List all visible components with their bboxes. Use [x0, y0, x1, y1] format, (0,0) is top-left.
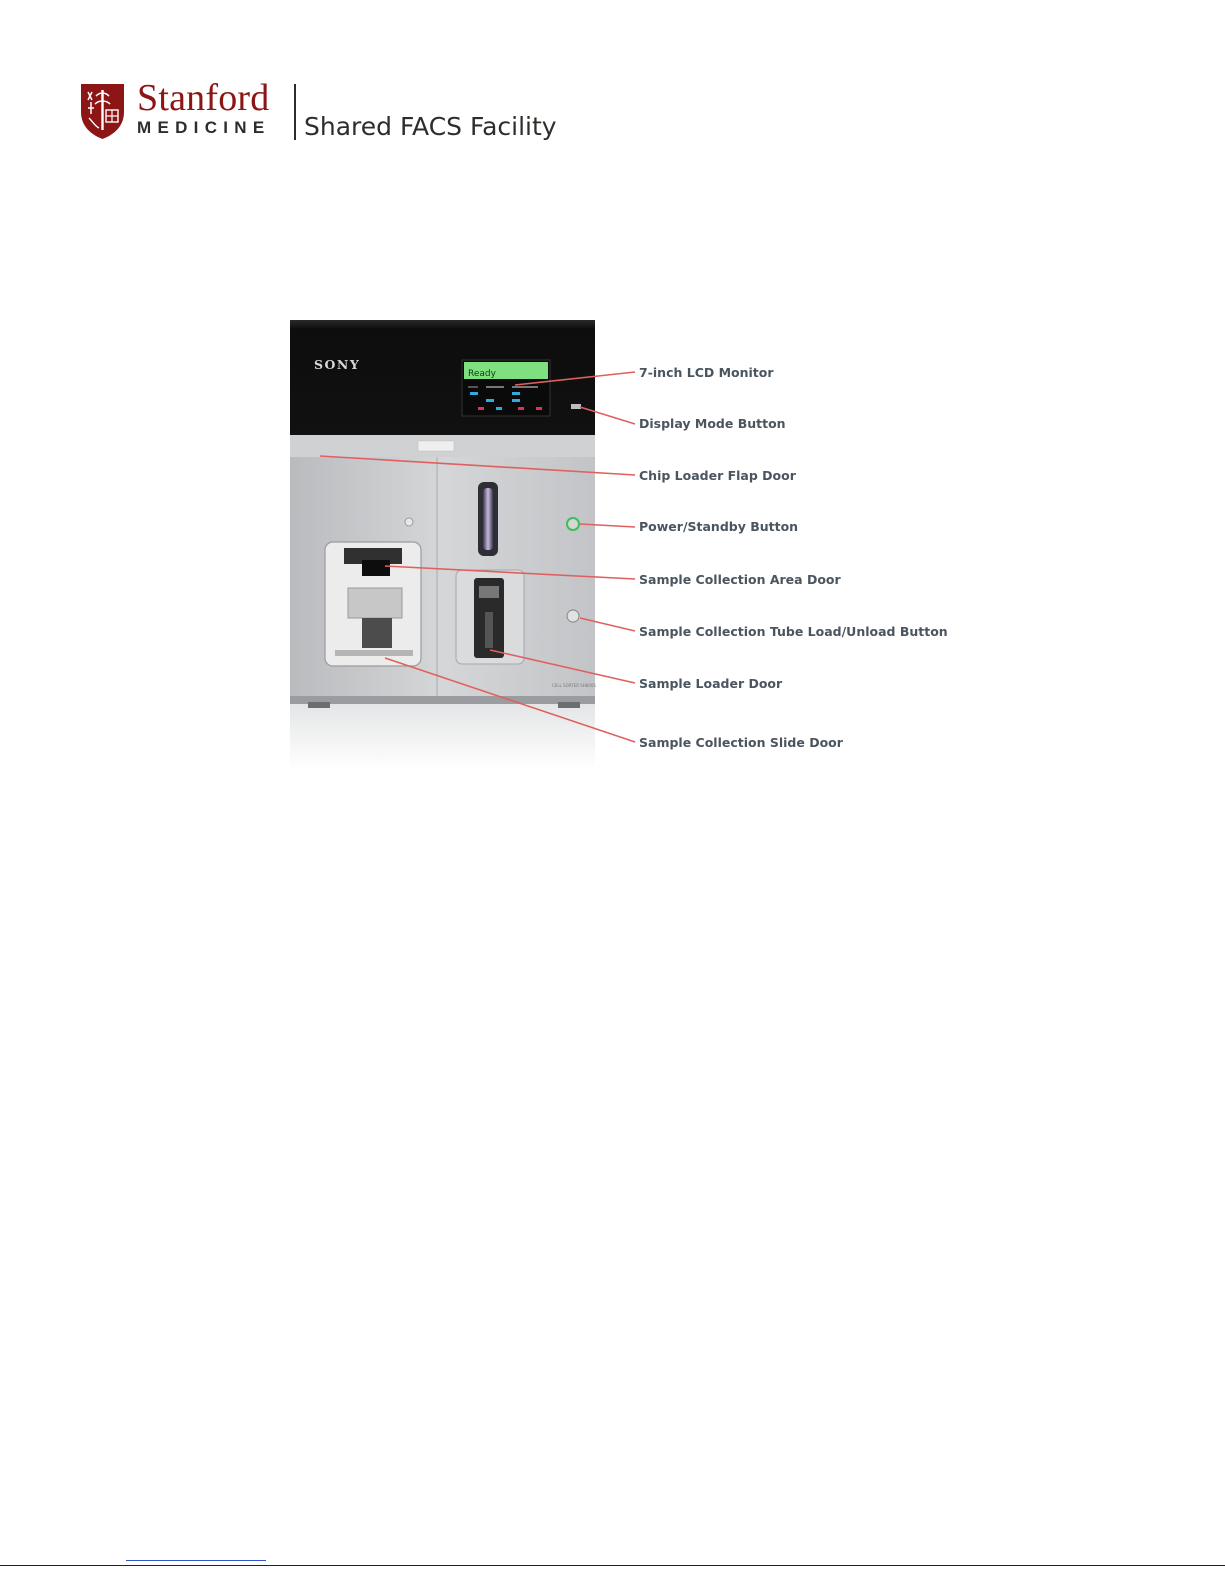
callout-sample-collection-area-door: Sample Collection Area Door — [639, 572, 841, 587]
callout-sample-loader-door: Sample Loader Door — [639, 676, 783, 691]
footer-rule — [0, 1565, 1225, 1566]
footer-link-underline[interactable] — [126, 1560, 266, 1561]
collection-area-door — [362, 560, 390, 576]
callout-sample-collection-slide-door: Sample Collection Slide Door — [639, 735, 843, 750]
sample-tube — [483, 488, 493, 550]
stanford-shield-icon — [79, 82, 126, 140]
callout-display-mode-button: Display Mode Button — [639, 416, 786, 431]
sony-brand: SONY — [314, 357, 361, 372]
logo-divider — [294, 84, 296, 140]
lcd-status-text: Ready — [468, 369, 496, 379]
callout-tube-load-unload-button: Sample Collection Tube Load/Unload Button — [639, 624, 948, 639]
foot-left — [308, 702, 330, 708]
callout-chip-loader-flap-door: Chip Loader Flap Door — [639, 468, 796, 483]
instrument-base — [290, 696, 595, 704]
stanford-medicine-logo — [79, 77, 579, 148]
display-mode-button[interactable] — [571, 404, 581, 409]
collection-plate — [348, 588, 402, 618]
slide-rail — [335, 650, 413, 656]
brand-subtitle: MEDICINE — [137, 118, 271, 137]
collection-slide — [362, 618, 392, 648]
left-indicator — [405, 518, 413, 526]
tube-load-unload-button[interactable] — [567, 610, 579, 622]
power-standby-button[interactable] — [567, 518, 579, 530]
brand-name: Stanford — [137, 77, 270, 119]
model-label: CELL SORTER SH800S — [552, 683, 596, 688]
chip-loader-label — [418, 441, 454, 451]
callout-lcd-monitor: 7-inch LCD Monitor — [639, 365, 774, 380]
cell-sorter-figure — [290, 320, 950, 770]
callout-power-standby-button: Power/Standby Button — [639, 519, 799, 534]
instrument-illustration — [290, 320, 950, 770]
foot-right — [558, 702, 580, 708]
facility-name: Shared FACS Facility — [304, 112, 557, 141]
